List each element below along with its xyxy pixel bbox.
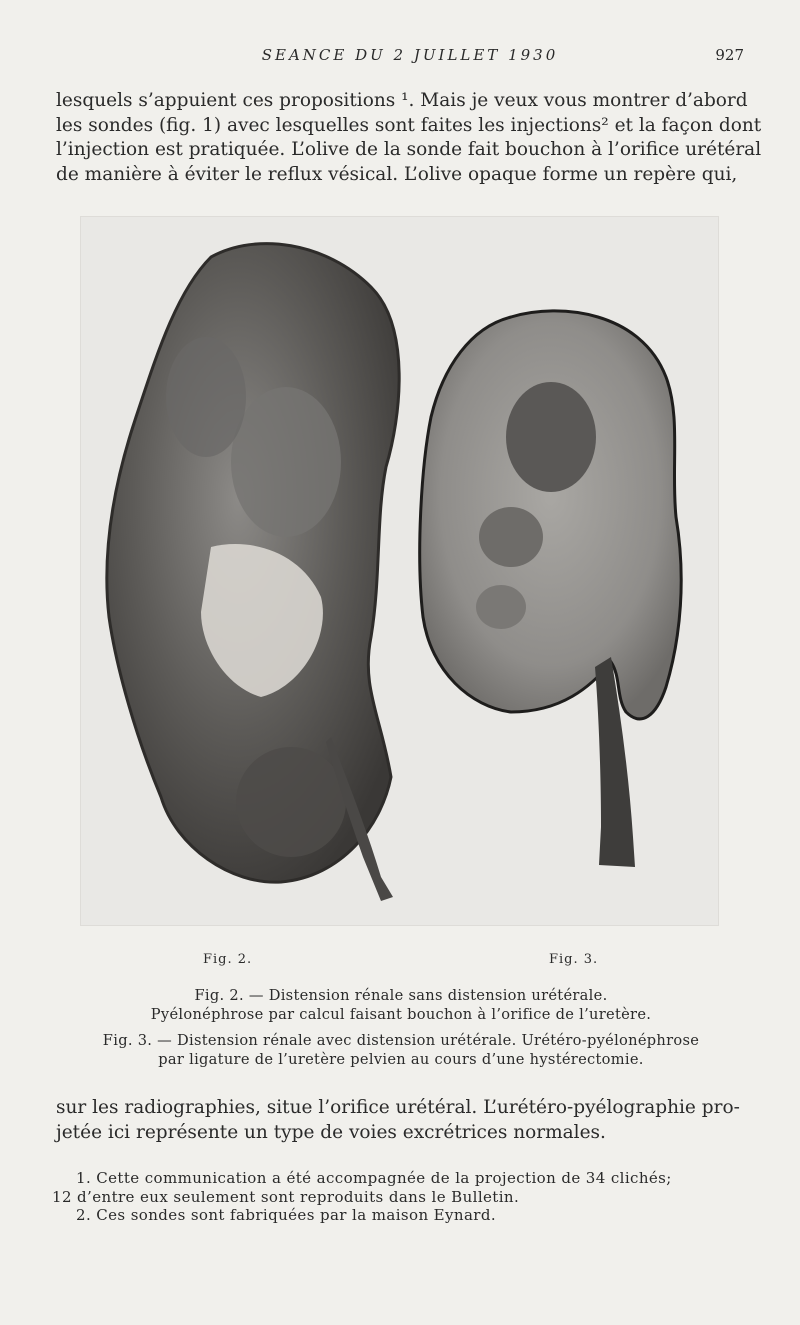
top-paragraph (56, 89, 762, 187)
running-head: SEANCE DU 2 JUILLET 1930 (261, 46, 559, 64)
text-line: jetée ici représente un type de voies excrétrices normales. (56, 1121, 606, 1143)
fig3-caption (66, 1032, 736, 1069)
caption-line: Fig. 3. — Distension rénale avec distension urétérale. Urétéro-pyélonéphrose (102, 1032, 700, 1049)
fig2-caption (66, 987, 736, 1024)
bottom-paragraph (56, 1096, 746, 1145)
page-number: 927 (715, 46, 744, 64)
footnote-1: 1. Cette communication a été accompagnée de la projection de 34 clichés; (76, 1169, 672, 1187)
text-line: les sondes (fig. 1) avec lesquelles sont faites les injections² et la façon dont (56, 114, 762, 136)
text-line: sur les radiographies, situe l’orifice urétéral. L’urétéro-pyélographie pro- (56, 1097, 740, 1118)
text-line: de manière à éviter le reflux vésical. L’olive opaque forme un repère qui, (56, 163, 738, 185)
photo-plate (80, 216, 719, 926)
text-line: l’injection est pratiquée. L’olive de la sonde fait bouchon à l’orifice urétéral (56, 139, 762, 161)
fig3-label: Fig. 3. (549, 952, 599, 967)
caption-line: Pyélonéphrose par calcul faisant bouchon à l’orifice de l’uretère. (150, 1005, 652, 1023)
fig2-label: Fig. 2. (203, 952, 253, 967)
fig3-specimen (420, 311, 681, 867)
footnote-2: 2. Ces sondes sont fabriquées par la maison Eynard. (76, 1206, 497, 1224)
caption-line: Fig. 2. — Distension rénale sans distension urétérale. (194, 987, 608, 1004)
footnotes (52, 1169, 752, 1225)
page-header (0, 46, 800, 68)
specimen-photograph (81, 217, 718, 925)
fig2-specimen (107, 244, 399, 901)
caption-line: par ligature de l’uretère pelvien au cours d’une hystérectomie. (158, 1050, 644, 1068)
footnote-1-continued: 12 d’entre eux seulement sont reproduits dans le Bulletin. (52, 1187, 520, 1206)
text-line: lesquels s’appuient ces propositions ¹. Mais je veux vous montrer d’abord (56, 90, 748, 111)
